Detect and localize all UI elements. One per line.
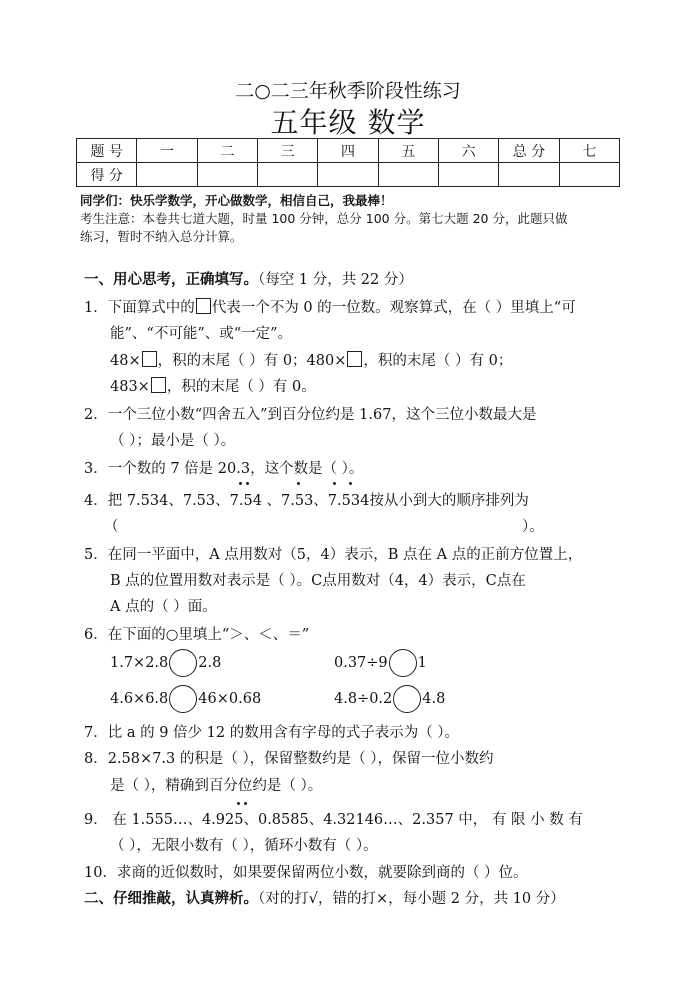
q6-expr-right: 4.8: [422, 691, 446, 707]
question-6-title: 6．在下面的○里填上“＞、＜、＝”: [84, 627, 310, 643]
score-cell[interactable]: [318, 163, 378, 187]
question-1-line-2: 能”、“不可能”、或“一定”。: [110, 326, 293, 342]
question-2-line-1: 2．一个三位小数“四舍五入”到百分位约是 1.67，这个三位小数最大是: [84, 407, 537, 423]
repeating-dot-icon: [333, 482, 336, 485]
score-header-cell: 七: [559, 139, 619, 163]
question-9-line-2: （ ），无限小数有（ ），循环小数有（ ）。: [110, 838, 378, 854]
section-2-title: 二、仔细推敲，认真辨析。: [84, 891, 258, 907]
score-header-cell: 二: [197, 139, 257, 163]
question-4-close-paren: ）。: [522, 519, 544, 535]
blank-square-icon: [142, 351, 157, 367]
score-header-cell: 五: [378, 139, 438, 163]
question-6-item-3: [110, 685, 261, 713]
compare-circle[interactable]: [169, 649, 197, 677]
q1-text-d2: ，积的末尾（ ）有 0；480×: [157, 353, 347, 369]
score-table: [76, 138, 620, 187]
repeating-dot-icon: [237, 802, 240, 805]
q6-expr-right: 2.8: [198, 655, 222, 671]
section-1-score: （每空 1 分，共 22 分）: [258, 272, 413, 288]
score-cell[interactable]: [559, 163, 619, 187]
question-6-item-4: [334, 685, 445, 713]
score-header-cell: 总 分: [499, 139, 559, 163]
section-1-title: 一、用心思考，正确填写。: [84, 272, 258, 288]
score-table-score-row: [77, 163, 620, 187]
blank-square-icon: [151, 377, 166, 393]
question-5-line-2: B 点的位置用数对表示是（ ）。C点用数对（4，4）表示，C点在: [110, 573, 526, 589]
q1-text-d1: 48×: [110, 353, 141, 369]
question-1-line-3: [110, 349, 512, 370]
motto-line: 同学们：快乐学数学，开心做数学，相信自己，我最棒！: [80, 193, 393, 208]
question-6-item-2: [334, 649, 427, 677]
q1-text-e2: ，积的末尾（ ）有 0。: [166, 379, 316, 395]
question-10: 10．求商的近似数时，如果要保留两位小数，就要除到商的（ ）位。: [84, 865, 528, 881]
q6-expr-left: 4.8÷0.2: [334, 691, 393, 707]
score-cell[interactable]: [137, 163, 197, 187]
score-header-cell: 四: [318, 139, 378, 163]
question-5-line-1: 5．在同一平面中，A 点用数对（5，4）表示，B 点在 A 点的正前方位置上，: [84, 547, 583, 563]
score-cell[interactable]: [257, 163, 317, 187]
question-4-open-paren: （: [104, 519, 119, 535]
blank-square-icon: [196, 298, 211, 314]
question-1-line-4: [110, 375, 316, 396]
repeating-dot-icon: [244, 802, 247, 805]
question-5-line-3: A 点的（ ）面。: [110, 599, 217, 615]
compare-circle[interactable]: [393, 685, 421, 713]
q6-expr-left: 4.6×6.8: [110, 691, 169, 707]
compare-circle[interactable]: [389, 649, 417, 677]
q1-text-d3: ，积的末尾（ ）有 0；: [363, 353, 513, 369]
question-6-item-1: [110, 649, 221, 677]
q1-text-a: 1．下面算式中的: [84, 300, 195, 316]
question-7: 7．比 a 的 9 倍少 12 的数用含有字母的式子表示为（ ）。: [84, 725, 460, 741]
question-3: 3．一个数的 7 倍是 20.3，这个数是（ ）。: [84, 461, 364, 477]
question-8-line-1: 8．2.58×7.3 的积是（ ），保留整数约是（ ），保留一位小数约: [84, 751, 494, 767]
q1-text-b: 代表一个不为 0 的一位数。观察算式，在（ ）里填上“可: [211, 300, 576, 316]
section-1-heading: [84, 268, 413, 289]
section-2-score: （对的打√，错的打×，每小题 2 分，共 10 分）: [258, 891, 565, 907]
score-header-cell: 一: [137, 139, 197, 163]
q6-expr-left: 0.37÷9: [334, 655, 388, 671]
repeating-dot-icon: [297, 482, 300, 485]
blank-square-icon: [347, 351, 362, 367]
compare-circle[interactable]: [169, 685, 197, 713]
q6-expr-right: 1: [417, 655, 427, 671]
score-cell[interactable]: [499, 163, 559, 187]
score-header-cell: 六: [438, 139, 498, 163]
score-header-cell: 题 号: [77, 139, 137, 163]
repeating-dot-icon: [349, 482, 352, 485]
score-cell[interactable]: [438, 163, 498, 187]
exam-title: 二○二三年秋季阶段性练习: [235, 80, 461, 102]
score-table-header-row: [77, 139, 620, 163]
q6-expr-right: 46×0.68: [198, 691, 262, 707]
question-1-line-1: [84, 296, 576, 317]
question-4-line-1: 4．把 7.534、7.53、7.54 、7.53、7.534按从小到大的顺序排列为: [84, 493, 529, 509]
section-2-heading: [84, 887, 565, 908]
score-cell[interactable]: [378, 163, 438, 187]
repeating-dot-icon: [246, 482, 249, 485]
question-9-line-1: 9． 在 1.555…、4.925、0.8585、4.32146…、2.357 中， 有 限 小 数 有: [84, 812, 583, 828]
score-header-cell: 三: [257, 139, 317, 163]
q6-expr-left: 1.7×2.8: [110, 655, 169, 671]
score-cell[interactable]: [197, 163, 257, 187]
notice-line-1: 考生注意：本卷共七道大题，时量 100 分钟，总分 100 分。第七大题 20 分，此题只做: [80, 211, 568, 226]
notice-line-2: 练习，暂时不纳入总分计算。: [80, 229, 243, 244]
score-row-label: 得 分: [77, 163, 137, 187]
q1-text-e1: 483×: [110, 379, 150, 395]
question-2-line-2: （ ）；最小是（ ）。: [110, 433, 236, 449]
repeating-dot-icon: [239, 482, 242, 485]
question-8-line-2: 是（ ），精确到百分位约是（ ）。: [110, 778, 323, 794]
exam-subtitle: 五年级 数学: [270, 106, 426, 139]
